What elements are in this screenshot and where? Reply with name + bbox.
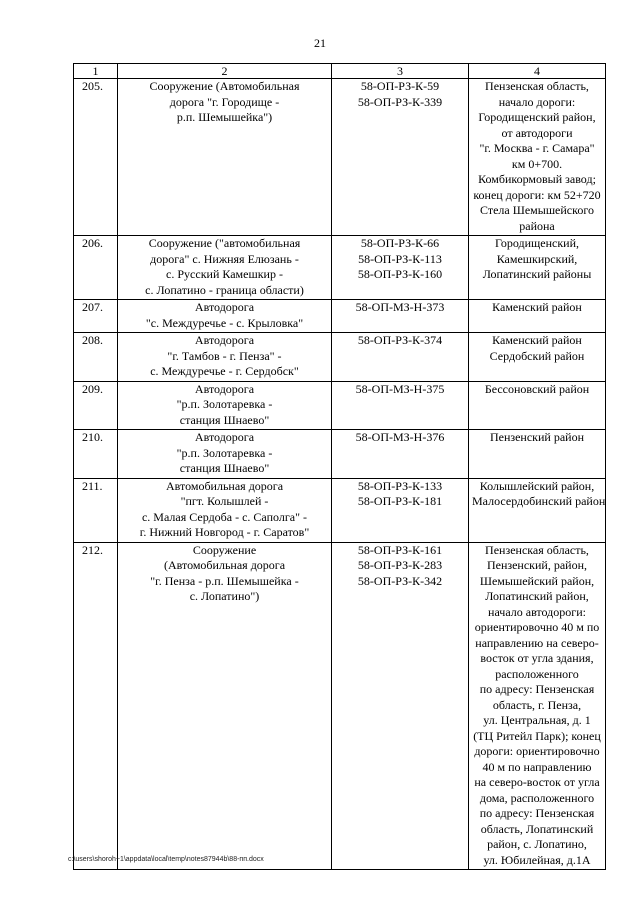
road-code: 58-ОП-РЗ-К-374 [357,333,443,347]
road-name-line: "с. Междуречье - с. Крыловка" [145,315,304,330]
road-code: 58-ОП-РЗ-К-66 [360,236,440,250]
row-number: 211. [74,478,118,542]
location-line: конец дороги: км 52+720 [473,187,601,202]
location-line: ориентировочно 40 м по [474,620,600,634]
row-number: 206. [74,236,118,300]
location-line: Городищенский район, [478,110,596,124]
road-code-cell [332,430,469,479]
location-line: от автодороги [501,125,573,140]
road-name-cell [118,333,332,382]
road-code: 58-ОП-РЗ-К-161 [357,542,443,557]
location-cell [469,236,606,300]
location-line: ул. Центральная, д. 1 [483,713,591,727]
location-line: Лопатинский район, [485,589,589,603]
location-line: Городищенский, [494,236,580,250]
road-name-cell [118,542,332,870]
location-line: км 0+700. [511,156,563,171]
road-name-cell [118,381,332,430]
row-number: 210. [74,430,118,479]
road-name-line: Сооружение (Автомобильная [149,79,300,93]
location-line: восток от угла здания, [480,651,594,665]
header-row [74,64,606,79]
road-code: 58-ОП-РЗ-К-342 [357,573,443,588]
road-name-line: с. Русский Камешкир - [166,267,283,281]
location-cell [469,430,606,479]
road-code-cell [332,300,469,333]
road-name-cell [118,430,332,479]
road-name-cell [118,236,332,300]
road-name-line: "р.п. Золотаревка - [176,397,273,411]
column-header-2: 2 [118,64,332,79]
location-line: Малосердобинский район [472,494,606,508]
table-row [74,300,606,333]
road-name-line: с. Малая Сердоба - с. Саполга" - [141,509,307,524]
road-code-cell [332,478,469,542]
table-row [74,333,606,382]
road-name-line: р.п. Шемышейка") [176,110,273,124]
location-line: по адресу: Пензенская [479,806,595,820]
road-name-line: "г. Тамбов - г. Пенза" - [167,348,282,363]
location-line: "г. Москва - г. Самара" [479,141,595,155]
location-line: расположенного [495,666,579,681]
road-name-line: (Автомобильная дорога [163,558,286,572]
location-line: дома, расположенного [479,790,595,805]
location-line: на северо-восток от угла [474,775,600,789]
location-cell [469,333,606,382]
location-line: Пензенский, район, [486,558,588,572]
location-line: Каменский район [492,300,582,314]
road-code: 58-ОП-МЗ-Н-373 [355,300,445,314]
location-line: Пензенская область, [485,542,589,557]
road-name-line: с. Междуречье - г. Сердобск" [150,364,299,378]
location-cell [469,79,606,236]
column-header-4: 4 [469,64,606,79]
row-number: 208. [74,333,118,382]
location-line: Пензенская область, [485,79,589,93]
table-body [74,64,606,870]
column-header-1: 1 [74,64,118,79]
road-name-line: Автодорога [194,333,255,347]
road-name-cell [118,79,332,236]
location-cell [469,381,606,430]
location-line: 40 м по направлению [482,759,592,774]
location-line: начало автодороги: [488,604,586,619]
location-cell [469,478,606,542]
road-code: 58-ОП-РЗ-К-133 [357,478,443,493]
road-name-cell [118,300,332,333]
location-line: Колышлейский район, [479,478,595,493]
location-line: по адресу: Пензенская [479,682,595,696]
location-line: (ТЦ Ритейл Парк); конец [473,728,601,743]
road-code: 58-ОП-РЗ-К-339 [357,94,443,109]
location-line: Комбикормовый завод; [478,172,596,186]
location-line: область, Лопатинский [480,821,594,836]
road-name-line: Автодорога [194,381,255,396]
location-line: дороги: ориентировочно [474,744,600,758]
road-code: 58-ОП-РЗ-К-160 [357,267,443,281]
road-name-line: станция Шнаево" [179,461,270,475]
location-line: направлению на северо- [475,635,599,650]
road-code: 58-ОП-РЗ-К-113 [358,251,442,266]
road-name-line: станция Шнаево" [179,412,270,427]
road-name-line: "пгт. Колышлей - [180,494,269,508]
road-code: 58-ОП-МЗ-Н-376 [355,430,445,444]
road-name-cell [118,478,332,542]
road-code: 58-ОП-МЗ-Н-375 [355,381,445,396]
table-row [74,381,606,430]
road-name-line: с. Лопатино - граница области) [145,282,304,297]
road-name-line: "г. Пенза - р.п. Шемышейка - [150,573,299,588]
location-line: Каменский район [492,333,582,347]
table-row [74,478,606,542]
road-name-line: Сооружение [192,542,257,557]
row-number: 207. [74,300,118,333]
file-path-footer: c:\users\shoroh~1\appdata\local\temp\notes87944b\88-пп.docx [68,856,264,863]
column-header-3: 3 [332,64,469,79]
location-line: Стела Шемышейского [480,203,594,217]
road-name-line: Сооружение ("автомобильная [148,236,301,250]
road-code-cell [332,381,469,430]
table-row [74,79,606,236]
location-line: района [519,218,555,233]
location-cell [469,542,606,870]
road-code: 58-ОП-РЗ-К-283 [357,558,443,572]
location-line: ул. Юбилейная, д.1А [483,852,591,867]
road-name-line: дорога "г. Городище - [169,94,280,109]
location-line: район, с. Лопатино, [487,837,587,851]
location-cell [469,300,606,333]
road-registry-table [73,63,606,870]
location-line: Камешкирский, [496,251,578,266]
road-code-cell [332,333,469,382]
location-line: Лопатинский районы [482,267,592,281]
page-number: 21 [314,36,326,50]
table-row [74,236,606,300]
road-code-cell [332,542,469,870]
road-name-line: дорога" с. Нижняя Елюзань - [150,251,299,266]
road-name-line: Автомобильная дорога [165,478,284,493]
location-line: Пензенский район [489,430,585,444]
location-line: начало дороги: [498,94,576,109]
row-number: 212. [74,542,118,870]
location-line: Бессоновский район [484,381,590,396]
road-name-line: Автодорога [194,300,255,314]
table-row [74,430,606,479]
road-name-line: Автодорога [194,430,255,444]
road-code: 58-ОП-РЗ-К-181 [357,494,443,508]
road-code-cell [332,79,469,236]
row-number: 209. [74,381,118,430]
road-name-line: г. Нижний Новгород - г. Саратов" [139,525,310,539]
road-code: 58-ОП-РЗ-К-59 [360,79,440,93]
row-number: 205. [74,79,118,236]
location-line: Шемышейский район, [479,573,595,588]
road-code-cell [332,236,469,300]
location-line: Сердобский район [489,348,585,363]
road-name-line: с. Лопатино") [189,589,260,603]
road-name-line: "р.п. Золотаревка - [176,445,273,460]
table-row [74,542,606,870]
location-line: область, г. Пенза, [492,697,582,712]
